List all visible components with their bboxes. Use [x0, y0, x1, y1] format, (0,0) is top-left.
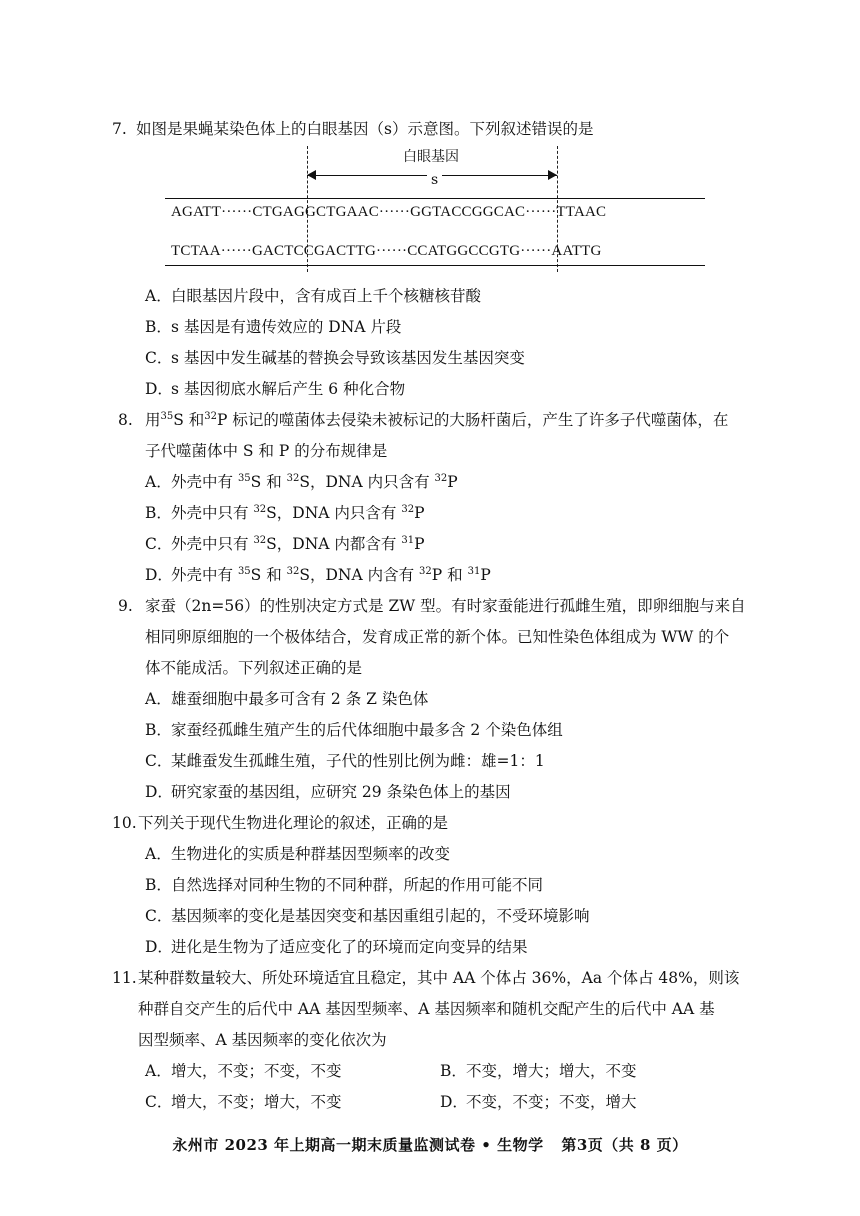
question-stem-line: 某种群数量较大、所处环境适宜且稳定，其中 AA 个体占 36%，Aa 个体占 48%，则该 [138, 969, 740, 987]
option-c[interactable]: C．基因频率的变化是基因突变和基因重组引起的，不受环境影响 [145, 907, 590, 925]
option-c[interactable]: C．增大，不变；增大，不变 [145, 1093, 342, 1111]
gene-symbol: s [427, 172, 442, 188]
exam-title: 永州市 2023 年上期高一期末质量监测试卷 • 生物学 [172, 1136, 544, 1154]
question-10 [0, 808, 860, 963]
top-strand-sequence: AGATT······CTGAGGCTGAAC······GGTACCGGCAC······TTAAC [171, 204, 607, 220]
gene-label: 白眼基因 [403, 149, 459, 165]
question-7-options [0, 281, 860, 405]
option-d[interactable]: D．研究家蚕的基因组，应研究 29 条染色体上的基因 [145, 783, 511, 801]
question-stem-line: 子代噬菌体中 S 和 P 的分布规律是 [145, 442, 388, 460]
question-stem: 如图是果蝇某染色体上的白眼基因（s）示意图。下列叙述错误的是 [136, 120, 594, 138]
option-c[interactable]: C．某雌蚕发生孤雌生殖，子代的性别比例为雌：雄=1：1 [145, 752, 545, 770]
option-a[interactable]: A．雄蚕细胞中最多可含有 2 条 Z 染色体 [145, 690, 429, 708]
question-stem-line: 相同卵原细胞的一个极体结合，发育成正常的新个体。已知性染色体组成为 WW 的个 [145, 628, 730, 646]
page-number: 第3页（共 8 页） [561, 1136, 688, 1154]
question-number: 7. [112, 120, 127, 138]
option-a[interactable]: A．生物进化的实质是种群基因型频率的改变 [145, 845, 451, 863]
question-number: 11. [112, 969, 137, 987]
option-a[interactable]: A．外壳中有 $^{35}$S 和 $^{32}$S，DNA 内只含有 $^{32}$P [145, 473, 458, 491]
question-7 [0, 114, 860, 145]
page-footer [0, 1134, 860, 1155]
question-stem-line: 家蚕（2n=56）的性别决定方式是 ZW 型。有时家蚕能进行孤雌生殖，即卵细胞与来自 [145, 597, 746, 615]
strand-bottom-rule [165, 265, 705, 266]
option-d[interactable]: D．不变，不变；不变，增大 [440, 1093, 637, 1111]
option-d[interactable]: D．进化是生物为了适应变化了的环境而定向变异的结果 [145, 938, 528, 956]
option-b[interactable]: B．家蚕经孤雌生殖产生的后代体细胞中最多含 2 个染色体组 [145, 721, 563, 739]
question-9 [0, 591, 860, 808]
question-stem-line: 因型频率、A 基因频率的变化依次为 [138, 1031, 387, 1049]
option-a[interactable]: A．增大，不变；不变，不变 [145, 1062, 342, 1080]
question-number: 10. [112, 814, 137, 832]
arrow-right-icon [548, 170, 557, 180]
option-a[interactable]: A．白眼基因片段中，含有成百上千个核糖核苷酸 [145, 287, 482, 305]
question-number: 9. [118, 597, 133, 615]
question-stem-line: 体不能成活。下列叙述正确的是 [145, 659, 363, 677]
question-stem: 下列关于现代生物进化理论的叙述，正确的是 [138, 814, 449, 832]
question-11 [0, 963, 860, 1118]
question-stem: 用$^{35}$S 和$^{32}$P 标记的噬菌体去侵染未被标记的大肠杆菌后，产生了许多子代噬菌体，在 [145, 411, 729, 429]
option-c[interactable]: C．外壳中只有 $^{32}$S，DNA 内都含有 $^{31}$P [145, 535, 425, 553]
bottom-strand-sequence: TCTAA······GACTCCGACTTG······CCATGGCCGTG······AATTG [171, 243, 602, 259]
white-eye-gene-diagram [165, 142, 705, 270]
strand-top-rule [165, 198, 705, 199]
arrow-left-icon [307, 170, 316, 180]
question-stem-line: 种群自交产生的后代中 AA 基因型频率、A 基因频率和随机交配产生的后代中 AA 基 [138, 1000, 715, 1018]
option-b[interactable]: B．不变，增大；增大，不变 [440, 1062, 637, 1080]
option-c[interactable]: C．s 基因中发生碱基的替换会导致该基因发生基因突变 [145, 349, 525, 367]
option-b[interactable]: B．自然选择对同种生物的不同种群，所起的作用可能不同 [145, 876, 544, 894]
option-b[interactable]: B．外壳中只有 $^{32}$S，DNA 内只含有 $^{32}$P [145, 504, 425, 522]
question-8 [0, 405, 860, 591]
option-d[interactable]: D．s 基因彻底水解后产生 6 种化合物 [145, 380, 406, 398]
option-d[interactable]: D．外壳中有 $^{35}$S 和 $^{32}$S，DNA 内含有 $^{32}$P 和 $^{31}$P [145, 566, 491, 584]
question-number: 8. [118, 411, 133, 429]
option-b[interactable]: B．s 基因是有遗传效应的 DNA 片段 [145, 318, 402, 336]
